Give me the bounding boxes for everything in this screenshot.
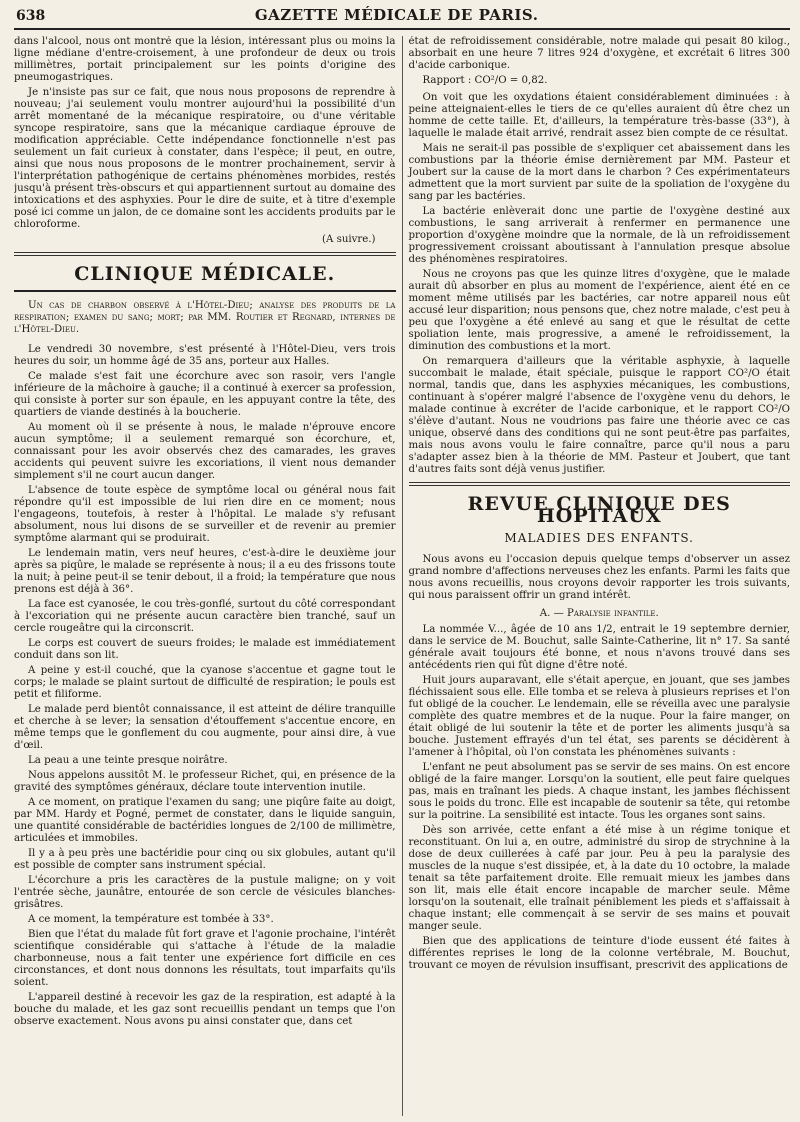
paragraph: état de refroidissement considérable, notre malade qui pesait 80 kilog., absorbait en une heure 7 litres 924 d'oxygène, et excrétait 6 litres 300 d'acide carbonique. [408, 36, 790, 71]
paragraph: Je n'insiste pas sur ce fait, que nous nous proposons de reprendre à nouveau; j'ai seulement voulu montrer aujourd'hui la possibilité d'un arrêt momentané de la mécanique respiratoire, ou d'une véritable syncope respiratoire, sans que la mécanique cardiaque éprouve de modification appréciable. Cette indépendance fonctionnelle n'est pas seulement un fait curieux à constater, dans l'espèce; il peut, en outre, ainsi que nous nous proposons de le montrer prochainement, servir à l'interprétation pathogénique de certains phénomènes morbides, restés jusqu'à présent très-obscurs et qui appartiennent surtout au domaine des intoxications et des asphyxies. Pour le dire de suite, et à titre d'exemple posé ici comme un jalon, de ce domaine sont les accidents produits par le chloroforme. [14, 87, 396, 230]
paragraph: Nous avons eu l'occasion depuis quelque temps d'observer un assez grand nombre d'affections nerveuses chez les enfants. Parmi les faits que nous avons recueillis, nous croyons devoir rapporter les trois suivants, qui nous paraissent offrir un grand intérêt. [408, 554, 790, 601]
paragraph: Bien que l'état du malade fût fort grave et l'agonie prochaine, l'intérêt scientifique considérable qui s'attache à l'étude de la maladie charbonneuse, nous a fait tenter une expérience fort difficile en ces circonstances, et dont nous donnons les résultats, tout imparfaits qu'ils soient. [14, 929, 396, 988]
columns [14, 36, 790, 1116]
page-number: 638 [16, 8, 46, 24]
ratio-formula: Rapport : CO²/O = 0,82. [422, 75, 548, 86]
paragraph: L'appareil destiné à recevoir les gaz de la respiration, est adapté à la bouche du malade, et les gaz sont recueillis pendant un temps que l'on observe exactement. Nous avons pu ainsi constater que, dans cet [14, 992, 396, 1027]
paragraph: Il y a à peu près une bactéridie pour cinq ou six globules, autant qu'il est possible de compter sans instrument spécial. [14, 848, 396, 871]
title-rule [14, 290, 396, 292]
section-title: REVUE CLINIQUE DES HOPITAUX [467, 493, 731, 527]
subsection-heading: A. — Paralysie infantile. [539, 608, 659, 619]
paragraph: Huit jours auparavant, elle s'était aperçue, en jouant, que ses jambes fléchissaient sous elle. Elle tomba et se releva à plusieurs reprises et l'on fut obligé de la coucher. Le lendemain, elle se réveilla avec une paralysie complète des quatre membres et de la nuque. Pour la faire manger, on était obligé de lui soutenir la tête et de porter les aliments jusqu'à sa bouche. Justement effrayés d'un tel état, ses parents se décidèrent à l'amener à l'hôpital, où l'on constata les phénomènes suivants : [408, 675, 790, 758]
paragraph: A peine y est-il couché, que la cyanose s'accentue et gagne tout le corps; le malade se plaint surtout de difficulté de respiration; le pouls est petit et filiforme. [14, 665, 396, 700]
paragraph: A ce moment, on pratique l'examen du sang; une piqûre faite au doigt, par MM. Hardy et Pogné, permet de constater, dans le liquide sanguin, une quantité considérable de bactéridies longues de 2/100 de millimètre, articulées et immobiles. [14, 797, 396, 844]
paragraph: Le corps est couvert de sueurs froides; le malade est immédiatement conduit dans son lit. [14, 638, 396, 661]
paragraph: Ce malade s'est fait une écorchure avec son rasoir, vers l'angle inférieure de la mâchoire à gauche; il a continué à exercer sa profession, qui consiste à porter sur son épaule, en les appuyant contre la tête, des quartiers de viande destinés à la boucherie. [14, 371, 396, 418]
paragraph: Nous appelons aussitôt M. le professeur Richet, qui, en présence de la gravité des symptômes généraux, déclare toute intervention inutile. [14, 770, 396, 793]
paragraph: La bactérie enlèverait donc une partie de l'oxygène destiné aux combustions, le sang arriverait à renfermer en permanence une proportion d'oxygène moindre que la normale, de là un refroidissement progressivement croissant aboutissant à l'annulation presque absolue des phénomènes respiratoires. [408, 206, 790, 265]
paragraph: Le malade perd bientôt connaissance, il est atteint de délire tranquille et cherche à se lever; la sensation d'étouffement s'accentue encore, en même temps que le gonflement du cou augmente, pour ainsi dire, à vue d'œil. [14, 704, 396, 751]
paragraph: On remarquera d'ailleurs que la véritable asphyxie, à laquelle succombait le malade, était spéciale, puisque le rapport CO²/O était normal, tandis que, dans les asphyxies mécaniques, les combustions, continuant à s'opérer malgré l'absence de l'oxygène venu du dehors, le malade continue à excréter de l'acide carbonique, et le rapport CO²/O s'élève d'autant. Nous ne voudrions pas faire une théorie avec ce cas unique, observé dans des conditions qui ne sont peut-être pas parfaites, mais nous avons voulu le faire connaître, parce qu'il nous a paru s'adapter assez bien à la théorie de MM. Pasteur et Joubert, que tant d'autres faits sont déjà venus justifier. [408, 356, 790, 475]
to-be-continued: (A suivre.) [322, 234, 376, 245]
left-column [14, 36, 402, 1116]
section-title: CLINIQUE MÉDICALE. [74, 263, 336, 285]
right-column [402, 36, 791, 1116]
journal-title: GAZETTE MÉDICALE DE PARIS. [254, 6, 539, 24]
paragraph: Le lendemain matin, vers neuf heures, c'est-à-dire le deuxième jour après sa piqûre, le malade se représente à nous; il a eu des frissons toute la nuit; à peine peut-il se tenir debout, il a froid; la température que nous prenons est déjà à 36°. [14, 548, 396, 595]
paragraph: L'écorchure a pris les caractères de la pustule maligne; on y voit l'entrée sèche, jaunâtre, entourée de son cercle de vésicules blanches-grisâtres. [14, 875, 396, 910]
paragraph: A ce moment, la température est tombée à 33°. [28, 914, 274, 925]
paragraph: On voit que les oxydations étaient considérablement diminuées : à peine atteignaient-elles le tiers de ce qu'elles auraient dû être chez un homme de cette taille. Et, d'ailleurs, la température très-basse (33°), à laquelle le malade était arrivé, rendrait assez bien compte de ce résultat. [408, 92, 790, 139]
section-divider [14, 252, 396, 256]
paragraph: La nommée V..., âgée de 10 ans 1/2, entrait le 19 septembre dernier, dans le service de M. Bouchut, salle Sainte-Catherine, lit n° 17. Sa santé générale avait toujours été bonne, et nous n'avons trouvé dans ses antécédents rien qui fût digne d'être noté. [408, 624, 790, 671]
paragraph: Le vendredi 30 novembre, s'est présenté à l'Hôtel-Dieu, vers trois heures du soir, un homme âgé de 35 ans, porteur aux Halles. [14, 344, 396, 367]
article-lead: Un cas de charbon observé à l'Hôtel-Dieu; analyse des produits de la respiration; examen du sang; mort; par MM. Routier et Regnard, internes de l'Hôtel-Dieu. [14, 300, 396, 335]
paragraph: Au moment où il se présente à nous, le malade n'éprouve encore aucun symptôme; il a seulement remarqué son écorchure, et, connaissant pour les avoir observés chez des camarades, les graves accidents qui peuvent suivre les excoriations, il vient nous demander simplement s'il ne court aucun danger. [14, 422, 396, 481]
paragraph: dans l'alcool, nous ont montré que la lésion, intéressant plus ou moins la ligne médiane d'entre-croisement, à une profondeur de deux ou trois millimètres, portait principalement sur les points d'origine des pneumogastriques. [14, 36, 396, 83]
paragraph: L'enfant ne peut absolument pas se servir de ses mains. On est encore obligé de la faire manger. Lorsqu'on la soutient, elle peut faire quelques pas, mais en traînant les pieds. A chaque instant, les jambes fléchissent sous le poids du tronc. Elle est incapable de soutenir sa tête, qui retombe sur la poitrine. La sensibilité est intacte. Tous les organes sont sains. [408, 762, 790, 821]
page-header [14, 6, 790, 30]
paragraph: Dès son arrivée, cette enfant a été mise à un régime tonique et reconstituant. On lui a, en outre, administré du sirop de strychnine à la dose de deux cuillerées à café par jour. Peu à peu la paralysie des muscles de la nuque s'est dissipée, et, à la date du 10 octobre, la malade tenait sa tête parfaitement droite. Elle remuait mieux les jambes dans son lit, mais elle était encore incapable de marcher seule. Même lorsqu'on la soutenait, elle traînait péniblement les pieds et s'affaissait à chaque instant; elle commençait à se servir de ses mains et pouvait manger seule. [408, 825, 790, 932]
paragraph: Nous ne croyons pas que les quinze litres d'oxygène, que le malade aurait dû absorber en plus au moment de l'expérience, aient été en ce moment même utilisés par les bactéries, car notre appareil nous eût accusé leur disparition; nous pensons que, chez notre malade, c'est peu à peu que l'oxygène a été enlevé au sang et que le résultat de cette spoliation lente, mais progressive, a amené le refroidissement, la diminution des combustions et la mort. [408, 269, 790, 352]
newspaper-page [14, 6, 790, 1116]
paragraph: L'absence de toute espèce de symptôme local ou général nous fait répondre qu'il est impossible de lui rien dire en ce moment; nous l'engageons, toutefois, à rester à l'hôpital. Le malade s'y refusant absolument, nous lui disons de se surveiller et de revenir au premier symptôme alarmant qui se produirait. [14, 485, 396, 544]
paragraph: Bien que des applications de teinture d'iode eussent été faites à différentes reprises le long de la colonne vertébrale, M. Bouchut, trouvant ce moyen de révulsion insuffisant, prescrivit des applications de [408, 936, 790, 971]
section-subtitle: MALADIES DES ENFANTS. [504, 531, 694, 545]
section-divider [409, 482, 791, 486]
paragraph: La face est cyanosée, le cou très-gonflé, surtout du côté correspondant à l'excoriation qui ne présente aucun caractère bien tranché, sauf un cercle rougeâtre qui la circonscrit. [14, 599, 396, 634]
paragraph: La peau a une teinte presque noirâtre. [28, 755, 228, 766]
paragraph: Mais ne serait-il pas possible de s'expliquer cet abaissement dans les combustions par la théorie émise dernièrement par MM. Pasteur et Joubert sur la cause de la mort dans le charbon ? Ces expérimentateurs admettent que la mort survient par suite de la spoliation de l'oxygène du sang par les bactéries. [408, 143, 790, 202]
